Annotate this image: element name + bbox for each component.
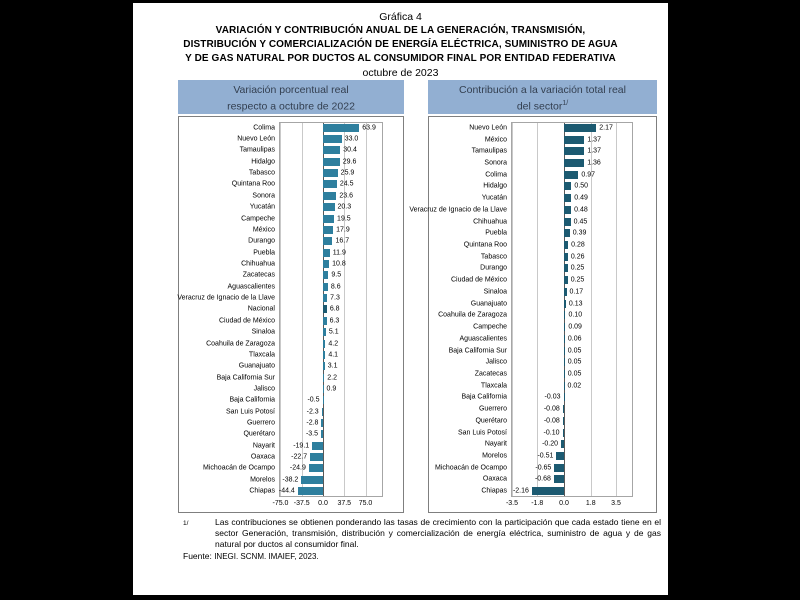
bar bbox=[554, 475, 564, 483]
bar bbox=[312, 442, 323, 450]
value-label: 0.45 bbox=[573, 218, 588, 226]
chart-row bbox=[179, 349, 403, 360]
chart-row bbox=[179, 258, 403, 269]
axis-tick-label: 0.0 bbox=[559, 500, 569, 507]
chart-row bbox=[179, 304, 403, 315]
value-label: 0.05 bbox=[567, 370, 582, 378]
value-label: 7.3 bbox=[330, 294, 340, 302]
category-label: Baja California bbox=[461, 393, 507, 401]
panel-variacion bbox=[178, 80, 404, 513]
chart-row bbox=[429, 321, 656, 333]
chart-row bbox=[429, 298, 656, 310]
chart-row bbox=[179, 486, 403, 497]
value-label: -2.16 bbox=[512, 487, 529, 495]
bar bbox=[322, 408, 323, 416]
category-label: Guerrero bbox=[246, 419, 275, 427]
value-label: 4.2 bbox=[328, 340, 339, 347]
category-label: Baja California Sur bbox=[448, 347, 507, 355]
chart-row bbox=[179, 292, 403, 303]
chart-row bbox=[179, 429, 403, 440]
axis-tick-label: 3.5 bbox=[611, 500, 621, 507]
chart-row bbox=[179, 202, 403, 213]
value-label: -44.4 bbox=[278, 487, 295, 495]
value-label: 25.9 bbox=[340, 169, 355, 177]
category-label: Aguascalientes bbox=[227, 283, 275, 291]
category-label: Ciudad de México bbox=[218, 317, 275, 325]
category-label: Querétaro bbox=[475, 417, 507, 425]
category-label: Puebla bbox=[253, 249, 275, 257]
panel-variacion-header-line2: respecto a octubre de 2022 bbox=[227, 100, 355, 113]
bar bbox=[564, 370, 565, 378]
bar bbox=[323, 146, 340, 154]
chart-row bbox=[409, 204, 656, 216]
category-label: Baja California Sur bbox=[216, 374, 275, 382]
value-label: 0.25 bbox=[570, 276, 585, 284]
panel-contribucion-header-line1: Contribución a la variación total real bbox=[459, 84, 626, 96]
bar-rows bbox=[179, 122, 403, 497]
category-label: Tlaxcala bbox=[480, 382, 507, 390]
chart-row bbox=[179, 133, 403, 144]
value-label: -38.2 bbox=[282, 476, 299, 484]
category-label: Jalisco bbox=[253, 385, 275, 393]
category-label: Tabasco bbox=[480, 253, 507, 261]
value-label: -19.1 bbox=[293, 442, 310, 450]
category-label: Chihuahua bbox=[241, 260, 275, 268]
category-label: Quintana Roo bbox=[463, 241, 507, 249]
chart-row bbox=[179, 145, 403, 156]
chart-row bbox=[429, 286, 656, 298]
category-label: San Luis Potosí bbox=[457, 429, 507, 437]
chart-row bbox=[429, 345, 656, 357]
panel-variacion-header-line1: Variación porcentual real bbox=[233, 84, 349, 96]
chart-variacion bbox=[178, 116, 404, 513]
value-label: 10.8 bbox=[332, 260, 346, 268]
value-label: 0.28 bbox=[571, 241, 585, 249]
bar bbox=[564, 288, 567, 296]
chart-row bbox=[429, 251, 656, 263]
bar bbox=[564, 194, 571, 202]
category-label: Ciudad de México bbox=[450, 276, 507, 284]
value-label: 0.39 bbox=[572, 229, 587, 237]
bar bbox=[323, 362, 325, 370]
axis-tick-label: -1.8 bbox=[531, 500, 544, 507]
value-label: 3.1 bbox=[327, 362, 338, 370]
value-label: 19.5 bbox=[337, 215, 351, 223]
axis-tick-label: -37.5 bbox=[293, 500, 310, 507]
panel-contribucion-header-sup: 1/ bbox=[562, 100, 569, 107]
chart-row bbox=[429, 462, 656, 474]
value-label: 0.09 bbox=[568, 323, 582, 331]
bar bbox=[563, 405, 564, 413]
value-label: -0.10 bbox=[543, 429, 560, 437]
value-label: -0.08 bbox=[543, 417, 560, 425]
bar bbox=[564, 276, 568, 284]
bar bbox=[323, 271, 328, 279]
category-label: Guanajuato bbox=[238, 362, 275, 370]
title-line-2: DISTRIBUCIÓN Y COMERCIALIZACIÓN DE ENERGÍA ELÉCTRICA, SUMINISTRO DE AGUA bbox=[183, 39, 618, 50]
bar bbox=[564, 311, 565, 319]
value-label: -0.03 bbox=[544, 393, 561, 401]
chart-row bbox=[429, 380, 656, 392]
category-label: Durango bbox=[480, 264, 507, 272]
category-label: Campeche bbox=[473, 323, 507, 331]
value-label: 11.9 bbox=[332, 249, 346, 257]
value-label: 24.5 bbox=[339, 180, 354, 188]
category-label: Veracruz de Ignacio de la Llave bbox=[409, 206, 507, 214]
axis-tick-label: 0.0 bbox=[318, 500, 328, 507]
value-label: 17.9 bbox=[336, 226, 350, 234]
category-label: Tamaulipas bbox=[471, 147, 507, 155]
value-label: 0.50 bbox=[574, 182, 589, 190]
bar bbox=[323, 158, 340, 166]
category-label: Tamaulipas bbox=[239, 146, 275, 154]
category-label: Nuevo León bbox=[469, 124, 507, 132]
chart-row bbox=[429, 427, 656, 439]
chart-row bbox=[179, 213, 403, 224]
value-label: 23.6 bbox=[339, 192, 353, 200]
bar bbox=[323, 215, 334, 223]
title-line-3: Y DE GAS NATURAL POR DUCTOS AL CONSUMIDOR FINAL POR ENTIDAD FEDERATIVA bbox=[185, 53, 616, 64]
chart-row bbox=[429, 403, 656, 415]
category-label: México bbox=[484, 136, 507, 144]
category-label: Tabasco bbox=[248, 169, 275, 177]
chart-row bbox=[429, 392, 656, 404]
chart-row bbox=[179, 417, 403, 428]
category-label: Yucatán bbox=[481, 194, 507, 202]
bar bbox=[323, 180, 337, 188]
chart-row bbox=[179, 383, 403, 394]
bar bbox=[532, 487, 564, 495]
value-label: -0.5 bbox=[307, 396, 320, 404]
category-label: Oaxaca bbox=[482, 475, 507, 483]
value-label: 6.3 bbox=[329, 317, 340, 325]
value-label: 1.37 bbox=[587, 147, 601, 155]
category-label: Yucatán bbox=[249, 203, 275, 211]
chart-row bbox=[179, 281, 403, 292]
bar bbox=[323, 294, 327, 302]
chart-row bbox=[429, 450, 656, 462]
chart-row bbox=[179, 270, 403, 281]
value-label: -0.68 bbox=[534, 475, 551, 483]
category-label: México bbox=[252, 226, 275, 234]
chart-row bbox=[179, 315, 403, 326]
bar bbox=[564, 335, 565, 343]
chart-row bbox=[429, 485, 656, 497]
value-label: -0.20 bbox=[542, 440, 559, 448]
bar bbox=[321, 419, 323, 427]
axis-tick-label: 1.8 bbox=[585, 500, 596, 507]
category-label: Baja California bbox=[229, 396, 275, 404]
chart-row bbox=[429, 122, 656, 134]
category-label: Sonora bbox=[484, 159, 507, 167]
chart-row bbox=[429, 474, 656, 486]
value-label: 0.25 bbox=[570, 264, 585, 272]
category-label: Nacional bbox=[247, 305, 275, 313]
bar bbox=[564, 323, 565, 331]
bar bbox=[564, 182, 571, 190]
category-label: Chiapas bbox=[249, 487, 275, 495]
category-label: Hidalgo bbox=[483, 182, 507, 190]
category-label: Tlaxcala bbox=[248, 351, 275, 359]
chart-row bbox=[429, 438, 656, 450]
chart-row bbox=[179, 463, 403, 474]
category-label: Morelos bbox=[482, 452, 507, 460]
value-label: 20.3 bbox=[337, 203, 352, 211]
bar bbox=[323, 237, 332, 245]
value-label: 0.13 bbox=[568, 300, 583, 308]
chart-row bbox=[429, 145, 656, 157]
chart-row bbox=[179, 440, 403, 451]
category-label: Querétaro bbox=[243, 430, 275, 438]
bar bbox=[556, 452, 564, 460]
value-label: 63.9 bbox=[362, 124, 376, 132]
chart-row bbox=[429, 274, 656, 286]
category-label: Guerrero bbox=[478, 405, 507, 413]
bar bbox=[309, 464, 323, 472]
chart-title-block bbox=[133, 3, 668, 80]
bar bbox=[323, 135, 342, 143]
bar bbox=[564, 124, 596, 132]
bar bbox=[298, 487, 323, 495]
chart-row bbox=[429, 192, 656, 204]
bar bbox=[323, 385, 324, 393]
bar bbox=[323, 374, 324, 382]
value-label: 33.0 bbox=[344, 135, 359, 143]
bar bbox=[310, 453, 323, 461]
chart-row bbox=[179, 236, 403, 247]
bar bbox=[323, 283, 328, 291]
bar bbox=[323, 317, 327, 325]
title-date: octubre de 2023 bbox=[362, 67, 439, 79]
bar bbox=[564, 393, 565, 401]
chart-row bbox=[429, 310, 656, 322]
chart-row bbox=[429, 227, 656, 239]
axis-tick-label: 75.0 bbox=[358, 500, 373, 507]
panel-contribucion-header bbox=[428, 80, 657, 114]
chart-row bbox=[179, 190, 403, 201]
axis-tick-label: -75.0 bbox=[272, 500, 289, 507]
source-line bbox=[183, 551, 661, 562]
chart-row bbox=[429, 263, 656, 275]
chart-row bbox=[429, 169, 656, 181]
category-label: Aguascalientes bbox=[459, 335, 507, 343]
chart-row bbox=[179, 326, 403, 337]
footnote-text: Las contribuciones se obtienen ponderando las tasas de crecimiento con la participación que cada estado tiene en el sector Generación, transmisión, distribución y comercialización de energía eléctrica, suministro de agua y de gas natural por ductos al consumidor final. bbox=[215, 517, 661, 549]
value-label: 0.9 bbox=[326, 385, 337, 393]
bar bbox=[564, 136, 584, 144]
value-label: -22.7 bbox=[291, 453, 308, 461]
bar bbox=[321, 430, 323, 438]
bar bbox=[564, 358, 565, 366]
bar bbox=[563, 417, 564, 425]
value-label: 0.02 bbox=[567, 382, 582, 390]
bar bbox=[554, 464, 564, 472]
title-line-1: VARIACIÓN Y CONTRIBUCIÓN ANUAL DE LA GENERACIÓN, TRANSMISIÓN, bbox=[215, 25, 586, 36]
chart-row bbox=[179, 372, 403, 383]
value-label: 29.6 bbox=[342, 158, 357, 166]
category-label: Durango bbox=[248, 237, 275, 245]
bar bbox=[564, 264, 568, 272]
category-label: Nayarit bbox=[252, 442, 275, 450]
value-label: 8.6 bbox=[330, 283, 341, 291]
category-label: San Luis Potosí bbox=[225, 408, 275, 416]
footnote-marker: 1/ bbox=[183, 520, 189, 527]
value-label: 16.7 bbox=[335, 237, 350, 245]
value-label: 1.37 bbox=[587, 136, 601, 144]
bar bbox=[301, 476, 323, 484]
chart-row bbox=[429, 333, 656, 345]
value-label: -2.8 bbox=[306, 419, 319, 427]
category-label: Chiapas bbox=[481, 487, 507, 495]
category-label: Coahuila de Zaragoza bbox=[438, 311, 507, 319]
panel-contribucion-header-line2: del sector bbox=[516, 100, 563, 113]
bar bbox=[561, 440, 564, 448]
category-label: Colima bbox=[485, 171, 507, 179]
bar bbox=[564, 171, 578, 179]
document-page bbox=[133, 3, 668, 595]
source-label: Fuente: bbox=[183, 551, 212, 561]
bar bbox=[564, 300, 566, 308]
bar bbox=[323, 226, 333, 234]
chart-row bbox=[429, 239, 656, 251]
category-label: Sinaloa bbox=[483, 288, 507, 296]
bar bbox=[323, 260, 329, 268]
category-label: Nuevo León bbox=[237, 135, 275, 143]
bar bbox=[564, 218, 571, 226]
value-label: 6.8 bbox=[329, 305, 340, 313]
bar bbox=[564, 253, 568, 261]
value-label: 5.1 bbox=[328, 328, 339, 336]
value-label: 0.05 bbox=[567, 347, 582, 355]
bar bbox=[564, 241, 568, 249]
bar bbox=[564, 382, 565, 390]
chart-contribucion bbox=[409, 116, 657, 513]
bar bbox=[564, 206, 571, 214]
bar bbox=[564, 147, 584, 155]
panel-contribucion bbox=[409, 80, 657, 513]
category-label: Quintana Roo bbox=[231, 180, 275, 188]
bar bbox=[564, 229, 570, 237]
chart-row bbox=[429, 216, 656, 228]
chart-row bbox=[429, 157, 656, 169]
value-label: 2.17 bbox=[599, 124, 613, 132]
bar bbox=[323, 305, 327, 313]
value-label: 0.06 bbox=[567, 335, 582, 343]
category-label: Hidalgo bbox=[251, 158, 275, 166]
category-label: Michoacán de Ocampo bbox=[203, 464, 275, 472]
category-label: Guanajuato bbox=[470, 300, 507, 308]
chart-row bbox=[429, 368, 656, 380]
axis-tick-label: 37.5 bbox=[337, 500, 352, 507]
category-label: Jalisco bbox=[485, 358, 507, 366]
category-label: Campeche bbox=[241, 215, 275, 223]
value-label: 30.4 bbox=[343, 146, 357, 154]
bar bbox=[323, 328, 326, 336]
value-label: -3.5 bbox=[305, 430, 319, 438]
bar bbox=[323, 351, 325, 359]
source-text: INEGI. SCNM. IMAIEF, 2023. bbox=[214, 552, 319, 561]
bar bbox=[323, 340, 325, 348]
chart-row bbox=[429, 415, 656, 427]
axis-tick-label: -3.5 bbox=[505, 500, 519, 507]
value-label: 0.48 bbox=[574, 206, 588, 214]
chart-row bbox=[179, 179, 403, 190]
value-label: 0.49 bbox=[574, 194, 588, 202]
category-label: Sonora bbox=[252, 192, 275, 200]
bar bbox=[564, 347, 565, 355]
value-label: 2.2 bbox=[327, 374, 337, 382]
x-axis bbox=[272, 500, 383, 510]
figure-number: Gráfica 4 bbox=[379, 11, 422, 23]
value-label: 0.17 bbox=[569, 288, 584, 296]
category-label: Puebla bbox=[485, 229, 507, 237]
chart-row bbox=[179, 156, 403, 167]
bar bbox=[563, 429, 564, 437]
value-label: -0.65 bbox=[535, 464, 552, 472]
chart-row bbox=[179, 361, 403, 372]
chart-row bbox=[429, 134, 656, 146]
category-label: Colima bbox=[253, 124, 275, 132]
chart-row bbox=[429, 181, 656, 193]
chart-row bbox=[179, 451, 403, 462]
value-label: -0.08 bbox=[543, 405, 560, 413]
chart-row bbox=[179, 395, 403, 406]
value-label: -2.3 bbox=[306, 408, 319, 416]
chart-row bbox=[179, 247, 403, 258]
bar bbox=[564, 159, 584, 167]
chart-row bbox=[179, 224, 403, 235]
value-label: 9.5 bbox=[331, 271, 342, 279]
category-label: Zacatecas bbox=[242, 271, 275, 279]
chart-row bbox=[179, 167, 403, 178]
value-label: 1.36 bbox=[587, 159, 601, 167]
chart-row bbox=[179, 406, 403, 417]
panel-variacion-header bbox=[178, 80, 404, 114]
chart-row bbox=[179, 338, 403, 349]
category-label: Chihuahua bbox=[473, 218, 507, 226]
value-label: 0.05 bbox=[567, 358, 582, 366]
value-label: 4.1 bbox=[328, 351, 339, 359]
bar bbox=[323, 396, 324, 404]
x-axis bbox=[505, 500, 633, 510]
category-label: Zacatecas bbox=[474, 370, 507, 378]
value-label: 0.10 bbox=[568, 311, 583, 319]
value-label: -24.9 bbox=[289, 464, 306, 472]
category-label: Oaxaca bbox=[250, 453, 275, 461]
chart-row bbox=[179, 122, 403, 133]
value-label: 0.26 bbox=[570, 253, 585, 261]
category-label: Coahuila de Zaragoza bbox=[206, 340, 275, 347]
bar bbox=[323, 249, 330, 257]
category-label: Sinaloa bbox=[251, 328, 275, 336]
category-label: Morelos bbox=[250, 476, 275, 484]
value-label: -0.51 bbox=[537, 452, 554, 460]
category-label: Michoacán de Ocampo bbox=[435, 464, 507, 472]
bar bbox=[323, 192, 336, 200]
bar bbox=[323, 124, 359, 132]
category-label: Nayarit bbox=[484, 440, 507, 448]
footnote bbox=[183, 517, 661, 562]
bar bbox=[323, 169, 338, 177]
bar-rows bbox=[409, 122, 656, 497]
bar bbox=[323, 203, 335, 211]
value-label: 0.97 bbox=[581, 171, 596, 179]
chart-row bbox=[429, 356, 656, 368]
category-label: Veracruz de Ignacio de la Llave bbox=[177, 294, 275, 302]
chart-row bbox=[179, 474, 403, 485]
